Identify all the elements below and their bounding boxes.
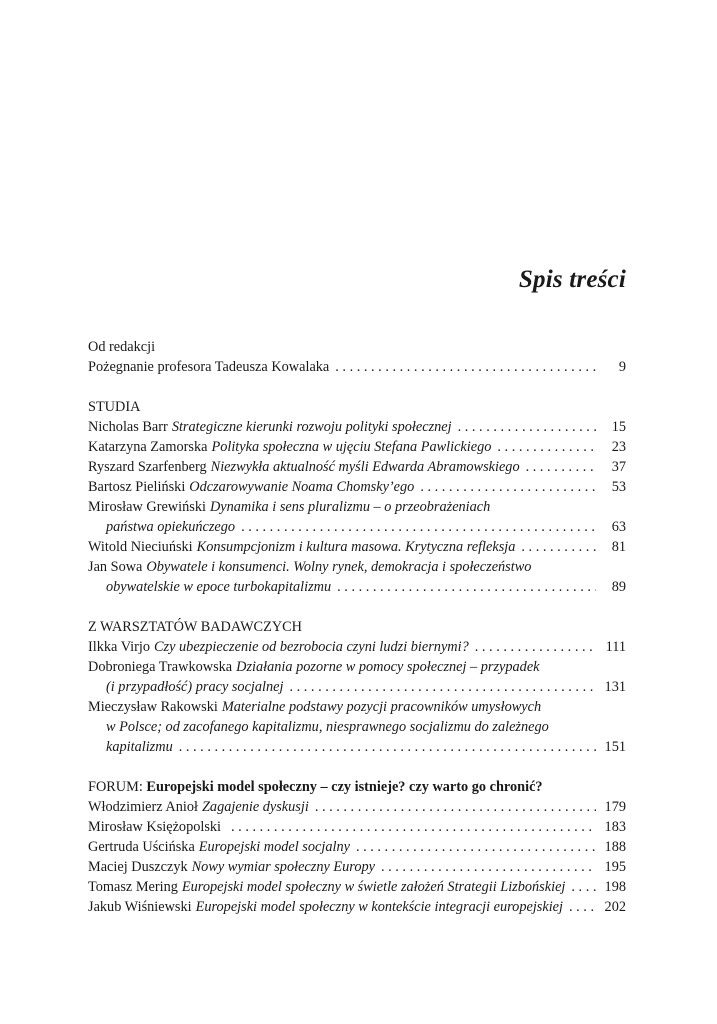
toc-entry-line xyxy=(88,557,626,577)
section-heading xyxy=(88,337,626,357)
dot-leader xyxy=(289,677,596,697)
toc-entry-line xyxy=(88,877,626,897)
entry-author: Jan Sowa xyxy=(88,559,143,575)
entry-page-number: 15 xyxy=(611,419,626,435)
entry-page-number: 53 xyxy=(611,479,626,495)
entry-title: Nowy wymiar społeczny Europy xyxy=(191,859,375,875)
entry-author: Witold Nieciuński xyxy=(88,539,193,555)
toc-entry-line xyxy=(88,797,626,817)
entry-author: Ilkka Virjo xyxy=(88,639,151,655)
dot-leader xyxy=(179,737,596,757)
toc-entry-line xyxy=(88,897,626,917)
entry-title: Działania pozorne w pomocy społecznej – przypadek xyxy=(236,659,540,675)
dot-leader xyxy=(497,437,596,457)
dot-leader xyxy=(526,457,596,477)
dot-leader xyxy=(231,817,596,837)
entry-title: Polityka społeczna w ujęciu Stefana Pawlickiego xyxy=(211,439,492,455)
entry-title: Dynamika i sens pluralizmu – o przeobrażeniach xyxy=(209,499,491,515)
dot-leader xyxy=(337,577,596,597)
entry-author: Mieczysław Rakowski xyxy=(88,699,218,715)
entry-title: Europejski model społeczny w kontekście integracji europejskiej xyxy=(195,899,563,915)
entry-author: Katarzyna Zamorska xyxy=(88,439,208,455)
entry-title: Strategiczne kierunki rozwoju polityki społecznej xyxy=(171,419,452,435)
section-heading xyxy=(88,617,626,637)
dot-leader xyxy=(521,537,596,557)
toc-entry-line xyxy=(88,697,626,717)
toc-entry-line xyxy=(88,417,626,437)
entry-page-number: 131 xyxy=(604,679,626,695)
section-heading-label: STUDIA xyxy=(88,399,141,415)
entry-title: Czy ubezpieczenie od bezrobocia czyni ludzi biernymi? xyxy=(154,639,469,655)
entry-author: Ryszard Szarfenberg xyxy=(88,459,207,475)
entry-page-number: 202 xyxy=(604,899,626,915)
table-of-contents xyxy=(88,337,626,937)
entry-page-number: 9 xyxy=(618,359,626,375)
entry-author: Bartosz Pieliński xyxy=(88,479,186,495)
entry-title: w Polsce; od zacofanego kapitalizmu, niesprawnego socjalizmu do zależnego xyxy=(106,719,549,735)
toc-section xyxy=(88,777,626,917)
toc-section xyxy=(88,337,626,377)
section-heading xyxy=(88,397,626,417)
entry-page-number: 89 xyxy=(611,579,626,595)
entry-page-number: 151 xyxy=(604,739,626,755)
entry-page-number: 81 xyxy=(611,539,626,555)
entry-author: Tomasz Mering xyxy=(88,879,178,895)
entry-page-number: 188 xyxy=(604,839,626,855)
toc-entry-line xyxy=(88,637,626,657)
entry-title: Pożegnanie profesora Tadeusza Kowalaka xyxy=(88,359,330,375)
section-heading-label: FORUM: xyxy=(88,779,143,795)
toc-entry-line xyxy=(88,857,626,877)
toc-section xyxy=(88,397,626,597)
entry-author: Nicholas Barr xyxy=(88,419,168,435)
toc-entry-line xyxy=(88,537,626,557)
toc-entry-line xyxy=(88,497,626,517)
dot-leader xyxy=(315,797,596,817)
entry-title: Konsumpcjonizm i kultura masowa. Krytyczna refleksja xyxy=(196,539,516,555)
dot-leader xyxy=(571,877,596,897)
entry-title: Obywatele i konsumenci. Wolny rynek, demokracja i społeczeństwo xyxy=(146,559,532,575)
toc-entry-line xyxy=(88,457,626,477)
toc-entry-line xyxy=(88,677,626,697)
entry-author: Gertruda Uścińska xyxy=(88,839,195,855)
entry-author: Mirosław Księżopolski xyxy=(88,819,222,835)
entry-author: Mirosław Grewiński xyxy=(88,499,206,515)
entry-title: Europejski model socjalny xyxy=(198,839,350,855)
entry-author: Maciej Duszczyk xyxy=(88,859,188,875)
dot-leader xyxy=(569,897,596,917)
entry-title: państwa opiekuńczego xyxy=(106,519,236,535)
toc-entry-line xyxy=(88,737,626,757)
entry-title: (i przypadłość) pracy socjalnej xyxy=(106,679,284,695)
section-heading xyxy=(88,777,626,797)
toc-entry-line xyxy=(88,477,626,497)
dot-leader xyxy=(335,357,596,377)
toc-section xyxy=(88,617,626,757)
section-heading-label: Z WARSZTATÓW BADAWCZYCH xyxy=(88,619,303,635)
entry-title: Materialne podstawy pozycji pracowników umysłowych xyxy=(221,699,542,715)
entry-title: obywatelskie w epoce turbokapitalizmu xyxy=(106,579,332,595)
dot-leader xyxy=(381,857,596,877)
entry-page-number: 63 xyxy=(611,519,626,535)
entry-title: Niezwykła aktualność myśli Edwarda Abramowskiego xyxy=(210,459,520,475)
toc-entry-line xyxy=(88,577,626,597)
dot-leader xyxy=(356,837,596,857)
entry-title: Europejski model społeczny w świetle założeń Strategii Lizbońskiej xyxy=(181,879,566,895)
toc-entry-line xyxy=(88,817,626,837)
entry-page-number: 23 xyxy=(611,439,626,455)
toc-entry-line xyxy=(88,517,626,537)
forum-title: Europejski model społeczny – czy istnieje? czy warto go chronić? xyxy=(146,779,543,795)
section-heading-label: Od redakcji xyxy=(88,339,156,355)
entry-page-number: 37 xyxy=(611,459,626,475)
toc-entry-line xyxy=(88,657,626,677)
toc-entry-line xyxy=(88,357,626,377)
entry-page-number: 195 xyxy=(604,859,626,875)
entry-title: Odczarowywanie Noama Chomsky’ego xyxy=(189,479,415,495)
dot-leader xyxy=(420,477,596,497)
entry-author: Włodzimierz Anioł xyxy=(88,799,198,815)
dot-leader xyxy=(241,517,596,537)
entry-author: Jakub Wiśniewski xyxy=(88,899,192,915)
toc-entry-line xyxy=(88,437,626,457)
dot-leader xyxy=(458,417,596,437)
entry-page-number: 183 xyxy=(604,819,626,835)
entry-title: kapitalizmu xyxy=(106,739,173,755)
toc-entry-line xyxy=(88,717,626,737)
dot-leader xyxy=(475,637,596,657)
entry-page-number: 111 xyxy=(605,639,626,655)
entry-page-number: 198 xyxy=(604,879,626,895)
page-title: Spis treści xyxy=(518,266,626,293)
entry-title: Zagajenie dyskusji xyxy=(201,799,309,815)
entry-page-number: 179 xyxy=(604,799,626,815)
toc-entry-line xyxy=(88,837,626,857)
entry-author: Dobroniega Trawkowska xyxy=(88,659,233,675)
